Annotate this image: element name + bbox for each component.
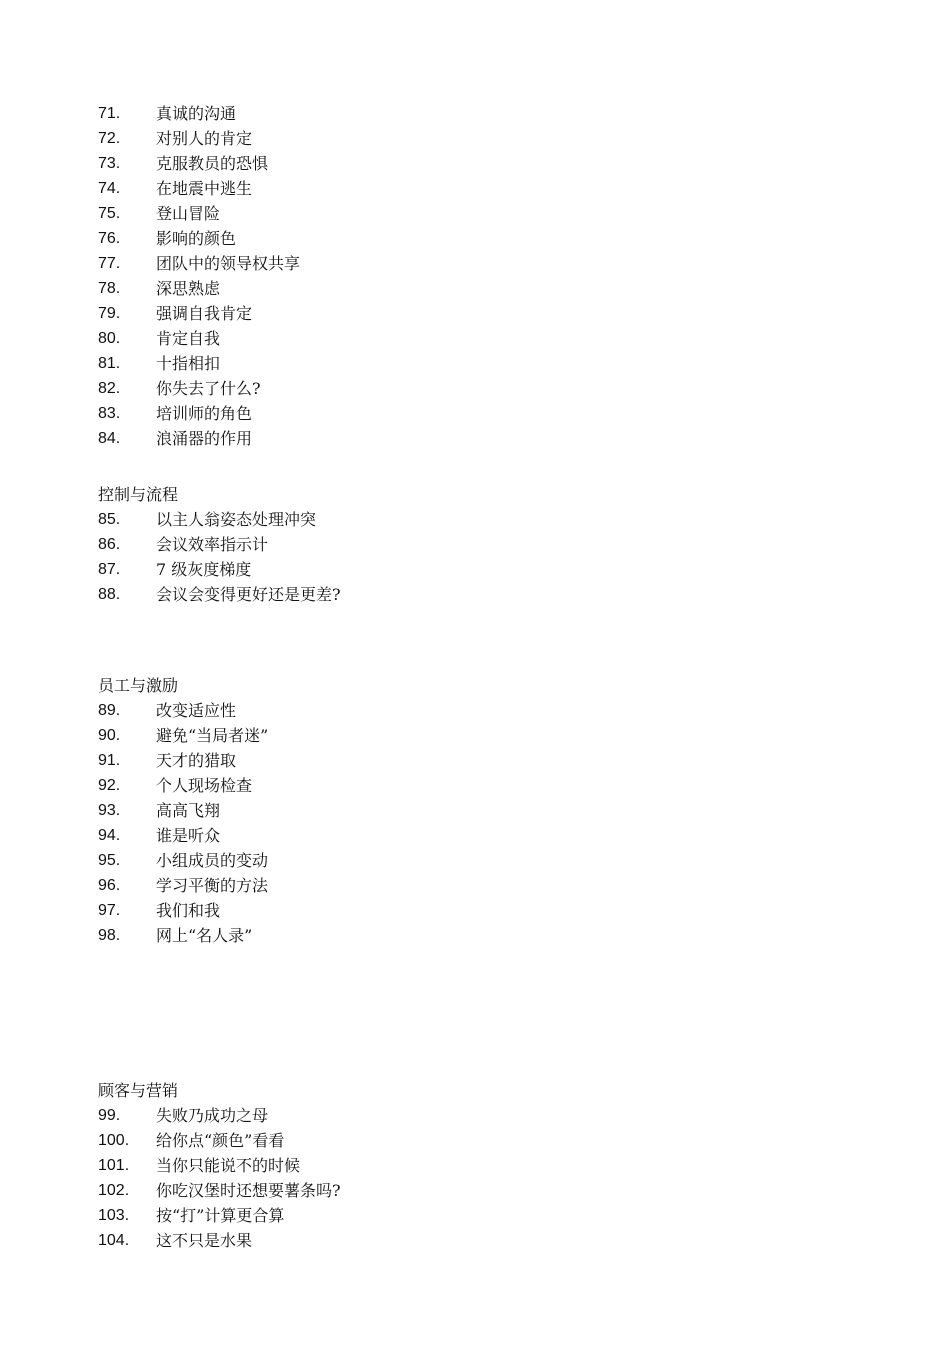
item-number: 83. (98, 405, 121, 422)
item-number: 75. (98, 205, 121, 222)
item-number: 77. (98, 255, 121, 272)
item-title: 给你点“颜色”看看 (156, 1131, 285, 1150)
item-title: 真诚的沟通 (156, 104, 237, 123)
item-number: 92. (98, 777, 121, 794)
item-title: 克服教员的恐惧 (156, 154, 269, 173)
item-title: 团队中的领导权共享 (156, 254, 301, 273)
item-title: 对别人的肯定 (156, 129, 253, 148)
item-number: 102. (98, 1182, 130, 1199)
item-title: 高高飞翔 (156, 801, 221, 820)
item-title: 网上“名人录” (156, 926, 253, 945)
item-number: 71. (98, 105, 121, 122)
item-title: 按“打”计算更合算 (156, 1206, 285, 1225)
item-number: 82. (98, 380, 121, 397)
section-heading: 控制与流程 (98, 485, 179, 504)
list-item (98, 773, 253, 798)
item-number: 86. (98, 536, 121, 553)
item-title: 个人现场检查 (156, 776, 253, 795)
item-number: 76. (98, 230, 121, 247)
list-group-control-process (98, 482, 341, 607)
item-number: 72. (98, 130, 121, 147)
item-title: 7 级灰度梯度 (156, 560, 252, 579)
list-item (98, 823, 221, 848)
item-number: 79. (98, 305, 121, 322)
item-title: 这不只是水果 (156, 1231, 253, 1250)
item-number: 104. (98, 1232, 130, 1249)
item-title: 会议效率指示计 (156, 535, 269, 554)
item-title: 天才的猎取 (156, 751, 237, 770)
item-title: 肯定自我 (156, 329, 221, 348)
list-item (98, 698, 237, 723)
item-title: 浪涌器的作用 (156, 429, 253, 448)
item-number: 89. (98, 702, 121, 719)
section-heading: 员工与激励 (98, 676, 179, 695)
item-title: 谁是听众 (156, 826, 221, 845)
list-item (98, 582, 341, 607)
item-number: 96. (98, 877, 121, 894)
item-title: 影响的颜色 (156, 229, 237, 248)
list-group-customer-marketing (98, 1078, 341, 1253)
item-number: 97. (98, 902, 121, 919)
item-title: 深思熟虑 (156, 279, 221, 298)
item-number: 85. (98, 511, 121, 528)
list-item (98, 1178, 341, 1203)
list-item (98, 1103, 269, 1128)
item-number: 98. (98, 927, 121, 944)
list-item (98, 1128, 285, 1153)
item-number: 74. (98, 180, 121, 197)
list-group-staff-motivation (98, 673, 269, 948)
item-title: 十指相扣 (156, 354, 221, 373)
item-title: 当你只能说不的时候 (156, 1156, 301, 1175)
item-number: 81. (98, 355, 121, 372)
item-number: 100. (98, 1132, 130, 1149)
list-item (98, 723, 269, 748)
item-title: 培训师的角色 (156, 404, 253, 423)
item-number: 88. (98, 586, 121, 603)
item-number: 94. (98, 827, 121, 844)
item-title: 登山冒险 (156, 204, 221, 223)
item-title: 在地震中逃生 (156, 179, 253, 198)
item-number: 78. (98, 280, 121, 297)
item-number: 103. (98, 1207, 130, 1224)
item-title: 我们和我 (156, 901, 221, 920)
item-number: 90. (98, 727, 121, 744)
list-item (98, 798, 221, 823)
item-number: 80. (98, 330, 121, 347)
list-item (98, 873, 269, 898)
list-item (98, 532, 269, 557)
item-number: 95. (98, 852, 121, 869)
list-item (98, 1228, 253, 1253)
item-title: 强调自我肯定 (156, 304, 253, 323)
item-number: 99. (98, 1107, 121, 1124)
item-number: 84. (98, 430, 121, 447)
item-number: 87. (98, 561, 121, 578)
item-title: 你吃汉堡时还想要薯条吗? (156, 1181, 341, 1200)
list-item (98, 898, 221, 923)
item-number: 93. (98, 802, 121, 819)
list-item (98, 1203, 285, 1228)
item-title: 失败乃成功之母 (156, 1106, 269, 1125)
list-item (98, 507, 317, 532)
item-title: 避免“当局者迷” (156, 726, 269, 745)
item-title: 会议会变得更好还是更差? (156, 585, 341, 604)
item-title: 以主人翁姿态处理冲突 (156, 510, 317, 529)
item-title: 学习平衡的方法 (156, 876, 269, 895)
item-title: 改变适应性 (156, 701, 237, 720)
list-item (98, 1153, 301, 1178)
item-title: 你失去了什么? (156, 379, 261, 398)
list-item (98, 923, 253, 948)
item-number: 91. (98, 752, 121, 769)
item-number: 101. (98, 1157, 130, 1174)
item-number: 73. (98, 155, 121, 172)
list-item (98, 848, 269, 873)
section-heading: 顾客与营销 (98, 1081, 179, 1100)
item-title: 小组成员的变动 (156, 851, 269, 870)
list-item (98, 748, 237, 773)
list-item (98, 557, 252, 582)
